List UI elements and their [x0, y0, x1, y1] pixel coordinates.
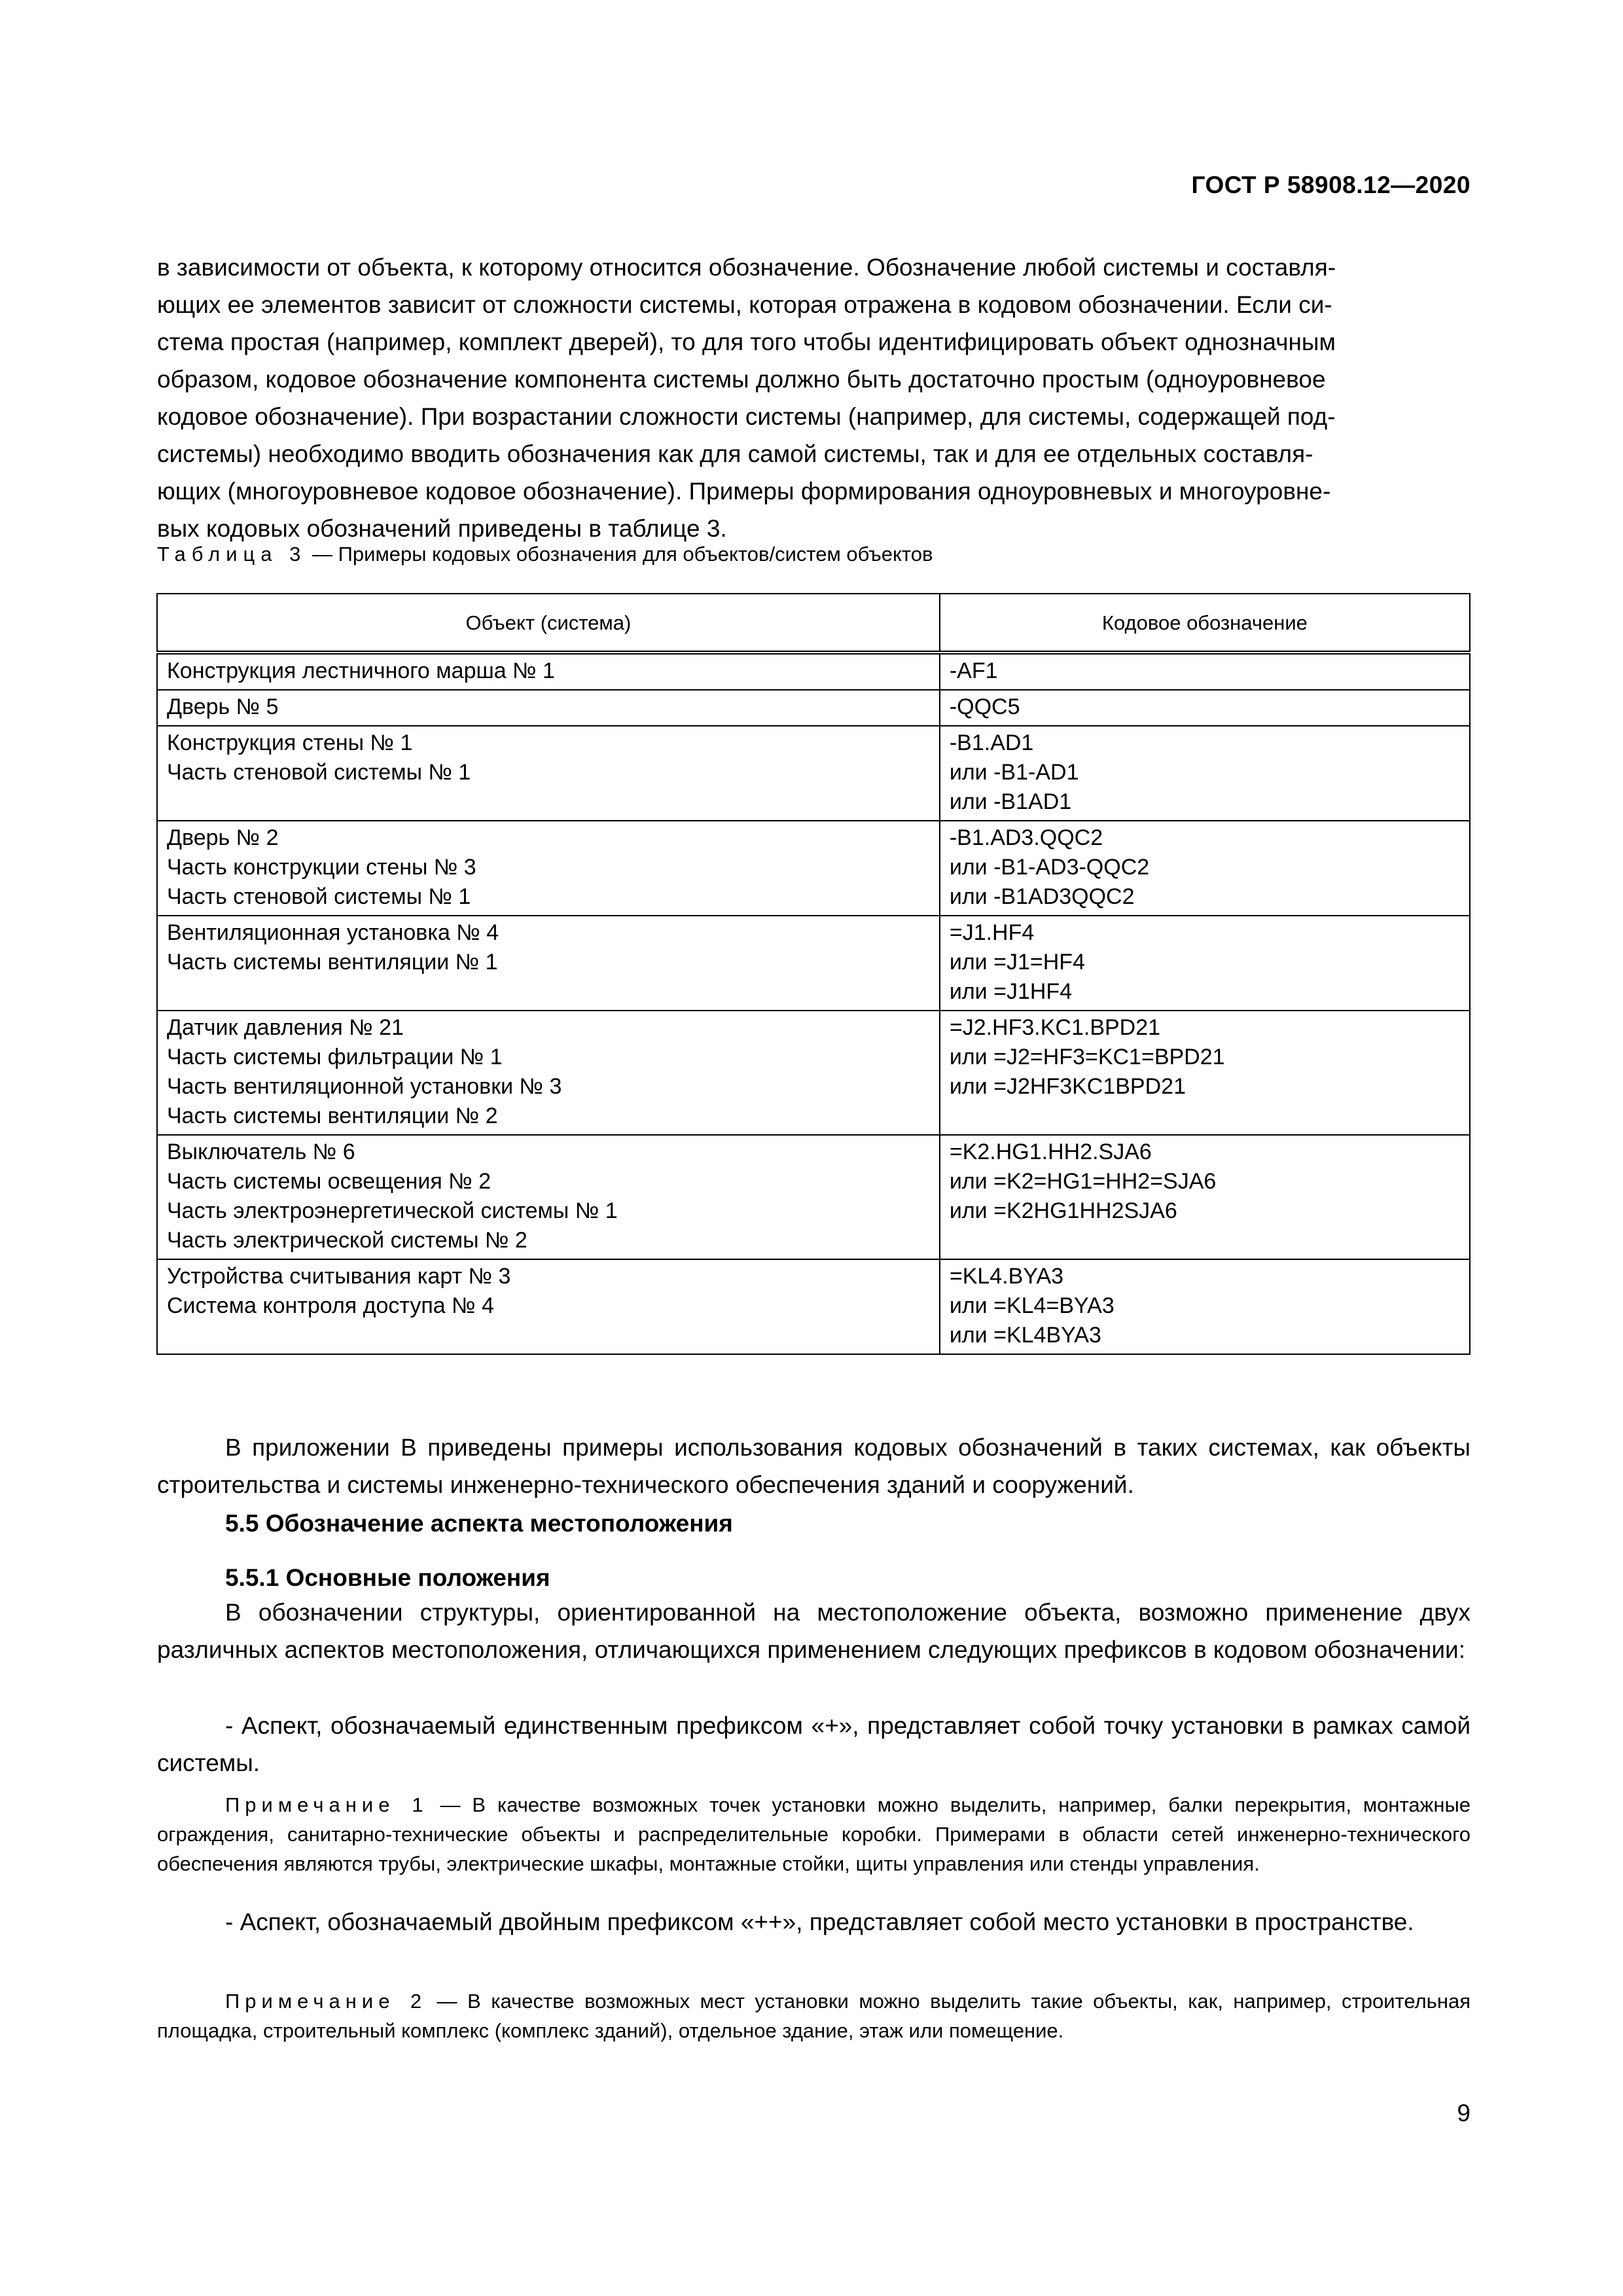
intro-line: ющих (многоуровневое кодовое обозначение). Примеры формирования одноуровневых и многоуровне-	[157, 478, 1331, 505]
note-2-label: Примечание 2	[225, 1990, 427, 2013]
object-line: Часть конструкции стены № 3	[167, 855, 476, 880]
code-line: или =J1=HF4	[949, 950, 1085, 975]
object-line: Выключатель № 6	[167, 1139, 355, 1164]
object-line: Система контроля доступа № 4	[167, 1293, 494, 1318]
intro-paragraph	[157, 249, 1471, 547]
code-line: или =J2=HF3=KC1=BPD21	[949, 1045, 1225, 1069]
column-header-object: Объект (система)	[157, 594, 940, 653]
object-cell	[157, 653, 940, 690]
object-line: Дверь № 2	[167, 825, 279, 850]
object-line: Часть системы освещения № 2	[167, 1169, 491, 1194]
document-header: ГОСТ Р 58908.12—2020	[1191, 171, 1471, 198]
code-line: -B1.AD1	[949, 730, 1034, 755]
object-line: Конструкция лестничного марша № 1	[167, 658, 555, 683]
intro-line: в зависимости от объекта, к которому относится обозначение. Обозначение любой системы и составля-	[157, 254, 1336, 281]
intro-line: стема простая (например, комплект дверей), то для того чтобы идентифицировать объект однозначным	[157, 329, 1336, 355]
column-header-code: Кодовое обозначение	[940, 594, 1470, 653]
code-line: или =K2=HG1=HH2=SJA6	[949, 1169, 1217, 1194]
location-structure-paragraph: В обозначении структуры, ориентированной на местоположение объекта, возможно применение двух различных аспектов местоположения, отличающихся применением следующих префиксов в кодовом обозначении:	[157, 1599, 1471, 1663]
table-row	[157, 1259, 1470, 1354]
note-1-text: — В качестве возможных точек установки можно выделить, например, балки перекрытия, монтажные ограждения, санитарно-технические объекты и распределительные коробки. Примерами в области сетей инженерно-технического обеспечения являются трубы, электрические шкафы, монтажные стойки, щиты управления или стенды управления.	[157, 1793, 1471, 1875]
table-row	[157, 1135, 1470, 1259]
code-line: или =J1HF4	[949, 979, 1073, 1004]
code-line: или =KL4=BYA3	[949, 1293, 1115, 1318]
code-line: или -B1-AD3-QQC2	[949, 855, 1150, 880]
note-2	[157, 1986, 1471, 2045]
intro-line: образом, кодовое обозначение компонента системы должно быть достаточно простым (одноуровневое	[157, 366, 1326, 393]
page-number: 9	[1457, 2100, 1471, 2126]
code-cell	[940, 653, 1470, 690]
object-line: Часть системы фильтрации № 1	[167, 1045, 503, 1069]
object-line: Часть системы вентиляции № 1	[167, 950, 498, 975]
table-row	[157, 690, 1470, 726]
appendix-reference-paragraph: В приложении В приведены примеры использования кодовых обозначений в таких системах, как объекты строительства и системы инженерно-технического обеспечения зданий и сооружений.	[157, 1434, 1471, 1498]
code-designation-table	[156, 593, 1471, 1355]
note-1-label: Примечание 1	[225, 1793, 429, 1816]
code-line: или =J2HF3KC1BPD21	[949, 1074, 1186, 1099]
note-1	[157, 1790, 1471, 1878]
code-line: =K2.HG1.HH2.SJA6	[949, 1139, 1152, 1164]
object-line: Часть системы вентиляции № 2	[167, 1103, 498, 1128]
table-row	[157, 821, 1470, 916]
intro-line: кодовое обозначение). При возрастании сложности системы (например, для системы, содержащей под-	[157, 403, 1336, 430]
object-cell	[157, 916, 940, 1011]
object-cell	[157, 690, 940, 726]
table-header-row	[157, 594, 1470, 653]
object-line: Часть стеновой системы № 1	[167, 760, 471, 785]
object-line: Часть стеновой системы № 1	[167, 884, 471, 909]
intro-line: системы) необходимо вводить обозначения как для самой системы, так и для ее отдельных составля-	[157, 440, 1313, 467]
code-line: или =KL4BYA3	[949, 1323, 1101, 1348]
object-cell	[157, 1011, 940, 1135]
code-cell	[940, 690, 1470, 726]
object-line: Вентиляционная установка № 4	[167, 920, 499, 945]
code-line: =J1.HF4	[949, 920, 1035, 945]
table-caption	[157, 540, 933, 569]
object-line: Конструкция стены № 1	[167, 730, 413, 755]
code-cell	[940, 916, 1470, 1011]
code-cell	[940, 1011, 1470, 1135]
code-line: =KL4.BYA3	[949, 1264, 1064, 1289]
intro-line: вых кодовых обозначений приведены в таблице 3.	[157, 515, 727, 542]
code-line: или -B1AD3QQC2	[949, 884, 1135, 909]
table-body	[157, 653, 1470, 1354]
code-line: или -B1AD1	[949, 789, 1072, 814]
note-2-text: — В качестве возможных мест установки можно выделить такие объекты, как, например, строительная площадка, строительный комплекс (комплекс зданий), отдельное здание, этаж или помещение.	[157, 1990, 1471, 2042]
code-line: -AF1	[949, 658, 998, 683]
aspect-single-prefix-paragraph: - Аспект, обозначаемый единственным префиксом «+», представляет собой точку установки в рамках самой системы.	[157, 1712, 1471, 1776]
object-line: Дверь № 5	[167, 694, 279, 719]
object-line: Устройства считывания карт № 3	[167, 1264, 511, 1289]
code-line: или -B1-AD1	[949, 760, 1079, 785]
code-cell	[940, 821, 1470, 916]
code-cell	[940, 1259, 1470, 1354]
section-heading-5-5: 5.5 Обозначение аспекта местоположения	[225, 1510, 733, 1537]
table-row	[157, 653, 1470, 690]
code-cell	[940, 726, 1470, 821]
object-cell	[157, 726, 940, 821]
aspect-double-prefix-paragraph: - Аспект, обозначаемый двойным префиксом «++», представляет собой место установки в пространстве.	[225, 1909, 1414, 1935]
code-line: -B1.AD3.QQC2	[949, 825, 1103, 850]
code-line: =J2.HF3.KC1.BPD21	[949, 1015, 1161, 1040]
section-heading-5-5-1: 5.5.1 Основные положения	[225, 1564, 550, 1591]
object-cell	[157, 821, 940, 916]
code-line: -QQC5	[949, 694, 1020, 719]
object-line: Часть электрической системы № 2	[167, 1228, 527, 1253]
object-cell	[157, 1135, 940, 1259]
object-cell	[157, 1259, 940, 1354]
table-row	[157, 726, 1470, 821]
intro-line: ющих ее элементов зависит от сложности системы, которая отражена в кодовом обозначении. Если си-	[157, 291, 1332, 318]
object-line: Часть вентиляционной установки № 3	[167, 1074, 562, 1099]
object-line: Датчик давления № 21	[167, 1015, 404, 1040]
code-line: или =K2HG1HH2SJA6	[949, 1198, 1177, 1223]
table-caption-text: — Примеры кодовых обозначения для объектов/систем объектов	[306, 543, 933, 565]
table-row	[157, 916, 1470, 1011]
code-cell	[940, 1135, 1470, 1259]
table-row	[157, 1011, 1470, 1135]
object-line: Часть электроэнергетической системы № 1	[167, 1198, 618, 1223]
table-caption-label: Таблица 3	[157, 543, 307, 565]
